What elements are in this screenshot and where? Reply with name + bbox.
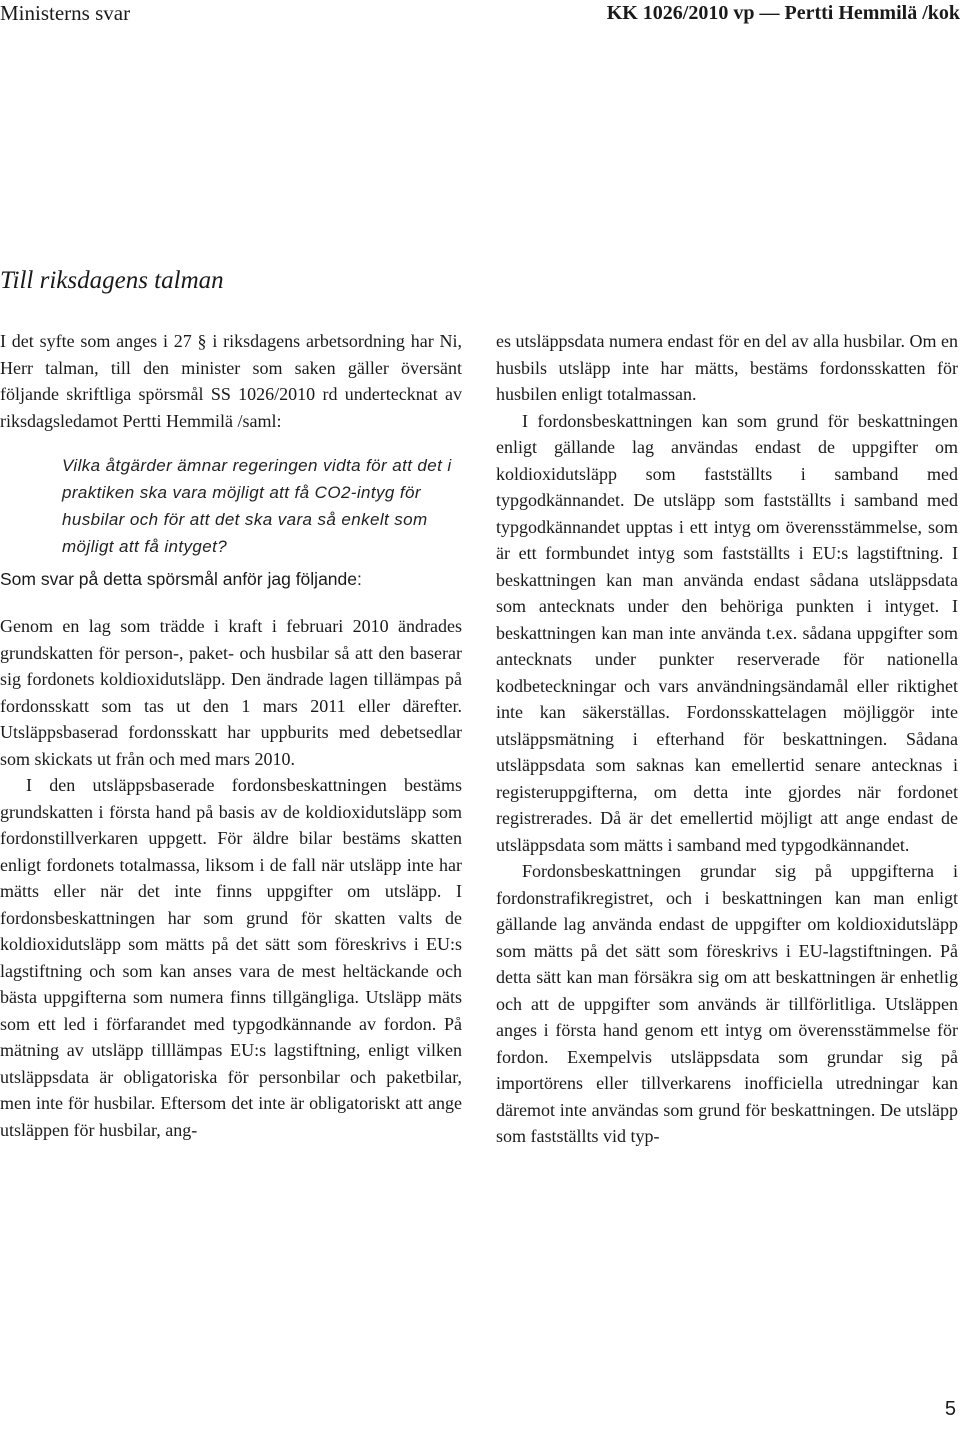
page-number: 5	[944, 1398, 956, 1420]
answer-paragraph-3: es utsläppsdata numera endast för en del av alla husbilar. Om en husbils utsläpp inte har mätts, bestäms fordonsskatten för husbilen enligt totalmassan.	[496, 331, 958, 404]
left-column	[0, 328, 462, 1143]
answer-paragraph-1: Genom en lag som trädde i kraft i februari 2010 ändrades grundskatten för person-, paket- och husbilar så att den baserar sig fordonets koldioxidutsläpp. Den ändrade lagen tillämpas på fordonsskatt som tas ut den 1 mars 2011 eller därefter. Utsläppsbaserad fordonsskatt har uppburits med debetsedlar som skickats ut från och med mars 2010.	[0, 616, 462, 769]
document-reference: KK 1026/2010 vp — Pertti Hemmilä /kok	[606, 2, 960, 24]
answer-paragraph-4: I fordonsbeskattningen kan som grund för beskattningen enligt gällande lag användas endast de uppgifter om koldioxidutsläpp som fastställts i samband med typgodkännandet. De utsläpp som fastställts i samband med typgodkännandet upptas i ett intyg om överensstämmelse, som är ett formbundet intyg som fastställts i EU:s lagstiftning. I beskattningen kan man använda endast sådana utsläppsdata som antecknats under den behöriga punkten i intyget. I beskattningen kan man inte använda t.ex. sådana uppgifter som antecknats under punkter reserverade för nationella kodbeteckningar och vars användningsändamål eller riktighet inte kan säkerställas. Fordonsskattelagen möjliggör inte utsläppsmätning i efterhand för beskattningen. Sådana utsläppsdata som saknas kan emellertid senare antecknas i registeruppgifterna, om detta inte gjordes när fordonet registrerades. Då är det emellertid möjligt att ange endast de utsläppsdata som mätts i samband med typgodkännandet.	[496, 410, 958, 855]
running-header	[0, 0, 960, 26]
answer-paragraph-5: Fordonsbeskattningen grundar sig på uppgifterna i fordonstrafikregistret, och i beskattningen kan man enligt gällande lag använda endast de uppgifter om koldioxidutsläpp som mätts på det sätt som föreskrivs i EU-lagstiftningen. På detta sätt kan man försäkra sig om att beskattningen är enhetlig och att de uppgifter som används är tillförlitliga. Utsläppen anges i första hand genom ett intyg om överensstämmelse för fordon. Exempelvis utsläppsdata som grundar sig på importörens eller tillverkarens inofficiella utredningar kan däremot inte användas som grund för beskattningen. De utsläpp som fastställts vid typ-	[496, 861, 958, 1146]
intro-paragraph: I det syfte som anges i 27 § i riksdagens arbetsordning har Ni, Herr talman, till den minister som saken gäller översänt följande skriftliga spörsmål SS 1026/2010 rd undertecknat av riksdagsledamot Pertti Hemmilä /saml:	[0, 331, 462, 431]
right-column	[496, 328, 958, 1150]
page-title: Till riksdagens talman	[0, 267, 224, 294]
section-label: Ministerns svar	[0, 1, 131, 25]
question-text: Vilka åtgärder ämnar regeringen vidta för att det i praktiken ska vara möjligt att få CO2-intyg för husbilar och för att det ska vara så enkelt som möjligt att få intyget?	[62, 456, 452, 556]
answer-paragraph-2: I den utsläppsbaserade fordonsbeskattningen bestäms grundskatten i första hand på basis av de koldioxidutsläpp som fordonstillverkaren uppgett. För äldre bilar bestäms skatten enligt fordonets totalmassa, liksom i de fall när utsläpp inte har mätts eller när det inte finns uppgifter om utsläpp. I fordonsbeskattningen har som grund för skatten valts de koldioxidutsläpp som mätts på det sätt som föreskrivs i EU:s lagstiftning och som kan anses vara de mest heltäckande och bästa uppgifterna som numera finns tillgängliga. Utsläpp mäts som ett led i förfarandet med typgodkännande av fordon. På mätning av utsläpp tilllämpas EU:s lagstiftning, enligt vilken utsläppsdata är obligatoriska för personbilar och paketbilar, men inte för husbilar. Eftersom det inte är obligatoriskt att ange utsläppen för husbilar, ang-	[0, 775, 462, 1140]
answer-lead: Som svar på detta spörsmål anför jag följande:	[0, 569, 362, 589]
